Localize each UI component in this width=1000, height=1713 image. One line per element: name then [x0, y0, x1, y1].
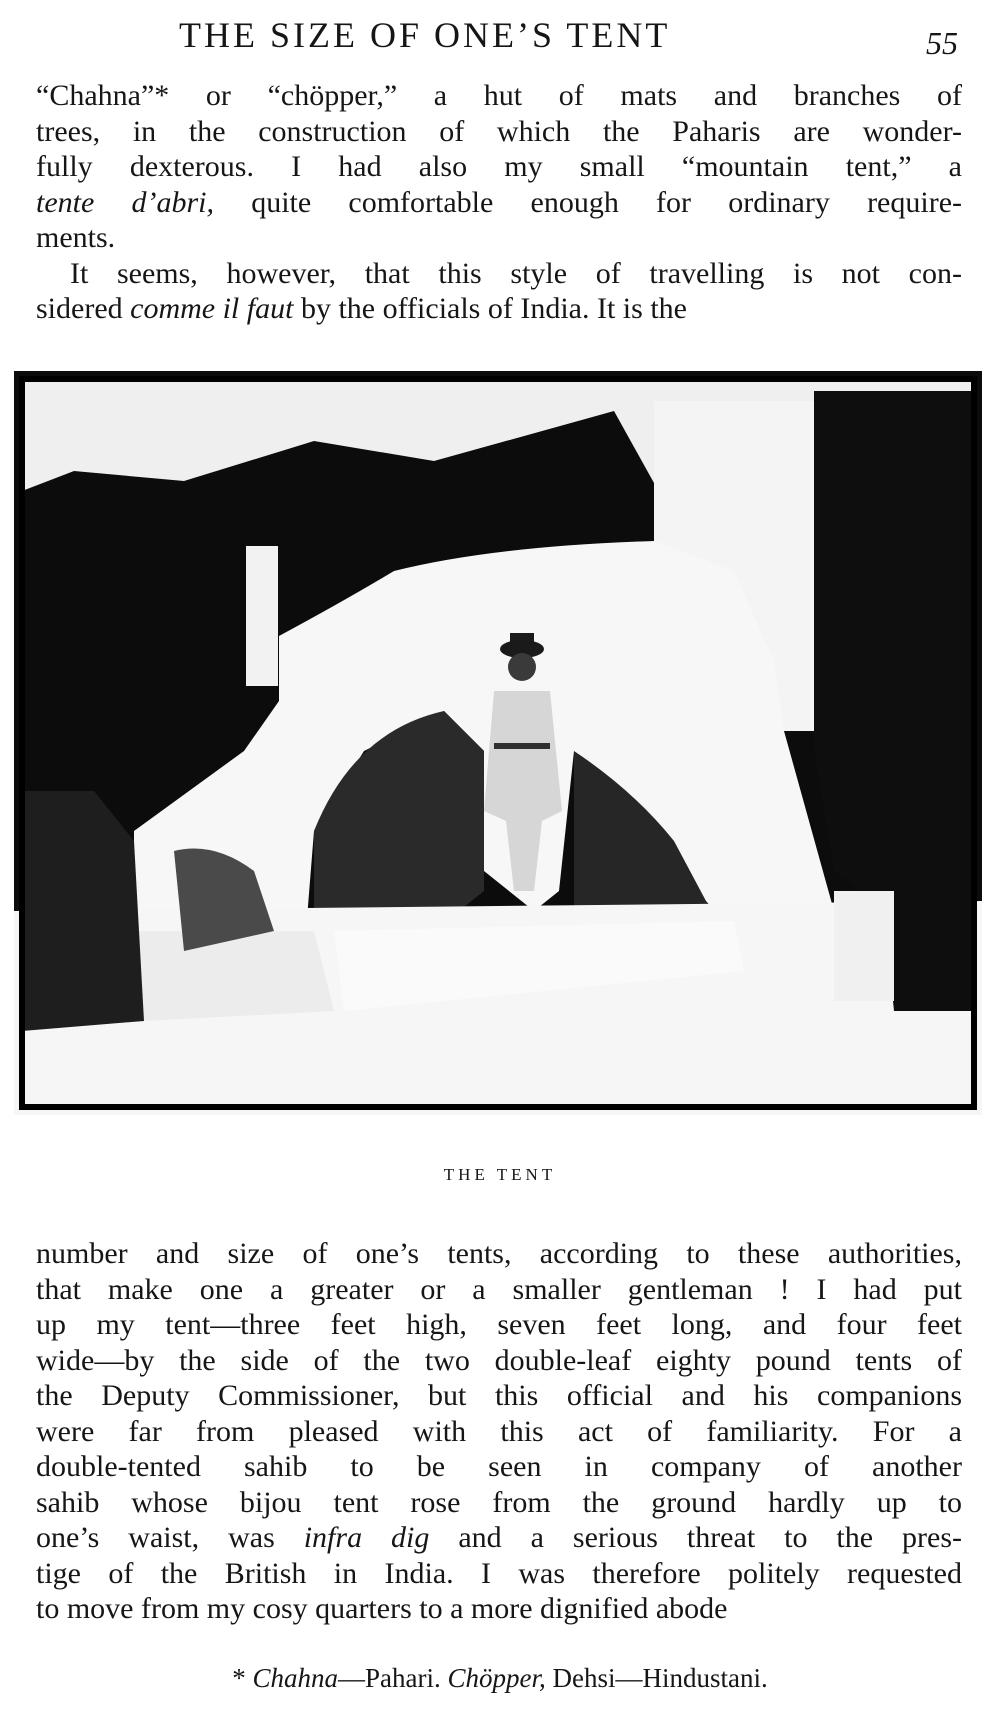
text-line: to move from my cosy quarters to a more dignified abode [36, 1592, 728, 1625]
text-line: were far from pleased with this act of familiarity. For a [36, 1414, 962, 1448]
footnote-term-chopper: Chöpper, [447, 1663, 546, 1693]
text-line: tige of the British in India. I was therefore politely requested [36, 1556, 962, 1590]
footnote-text-hindustani: Dehsi—Hindustani. [552, 1663, 768, 1693]
text-line: “Chahna”* or “chöpper,” a hut of mats and branches of [36, 79, 962, 112]
tent-photo-illustration [14, 371, 982, 1115]
italic-phrase: comme il faut [130, 292, 294, 325]
text-line: sahib whose bijou tent rose from the ground hardly up to [36, 1485, 962, 1519]
page-header [36, 10, 962, 64]
text-line: ments. [36, 221, 116, 254]
footnote-term-chahna: Chahna [252, 1663, 338, 1693]
italic-phrase: tente d’abri, [36, 185, 215, 219]
text-line: fully dexterous. I had also my small “mountain tent,” a [36, 150, 962, 183]
text-line: wide—by the side of the two double-leaf eighty pound tents of [36, 1343, 962, 1377]
text-line: the Deputy Commissioner, but this official and his companions [36, 1379, 962, 1412]
right-box [834, 891, 894, 1001]
running-head: THE SIZE OF ONE’S TENT [179, 15, 671, 55]
footnote-text-pahari: —Pahari. [338, 1663, 441, 1693]
text-line: number and size of one’s tents, according to these authorities, [36, 1237, 962, 1270]
man-belt [494, 743, 550, 749]
footnote-marker: * [232, 1663, 246, 1693]
top-paragraph [36, 78, 962, 327]
man-head [508, 653, 536, 681]
tent-pole-left [246, 546, 278, 686]
text-line: that make one a greater or a smaller gentleman ! I had put [36, 1272, 962, 1306]
text-line: up my tent—three feet high, seven feet long, and four feet [36, 1308, 962, 1341]
text-line: trees, in the construction of which the Paharis are wonder- [36, 114, 962, 148]
figure-caption: THE TENT [443, 1165, 557, 1184]
text-line: sidered comme il faut by the officials of India. It is the [36, 292, 687, 325]
ground-left [134, 931, 334, 1021]
text-line: It seems, however, that this style of travelling is not con- [70, 256, 962, 290]
italic-phrase: infra dig [303, 1521, 430, 1554]
footnote [0, 1662, 1000, 1694]
text-line: tente d’abri, quite comfortable enough for ordinary require- [36, 185, 962, 219]
text-line: double-tented sahib to be seen in company of another [36, 1450, 962, 1483]
text-line: one’s waist, was infra dig and a serious threat to the pres- [36, 1521, 962, 1554]
man-hat-crown [510, 633, 534, 649]
bottom-paragraph [36, 1236, 962, 1627]
page-number: 55 [926, 25, 958, 61]
tent-photograph [14, 371, 982, 1115]
